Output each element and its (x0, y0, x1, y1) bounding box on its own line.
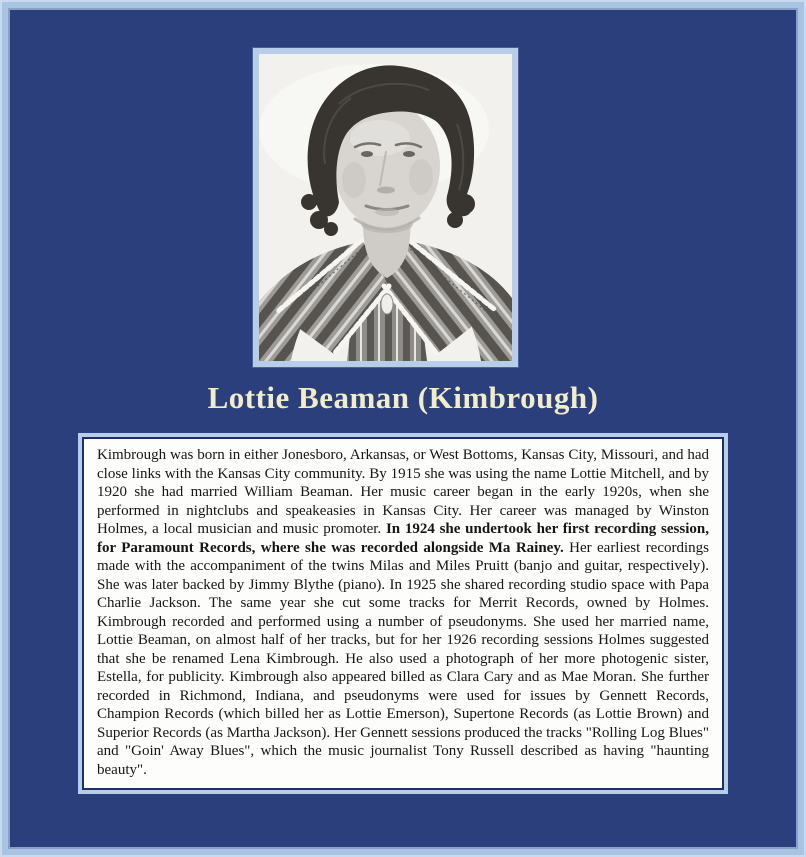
bio-text-bold: In 1924 she undertook her first recording session, for Paramount Records, where she was recorded alongside Ma Rainey. (97, 521, 709, 556)
bio-text-lead: Kimbrough was born in either Jonesboro, Arkansas, or West Bottoms, Kansas City, Missouri, and had close links with the Kansas City community. By 1915 she was using the name Lottie Mitchell, and by 1920 she had married William Beaman. Her music career began in the early 1920s, when she performed in nightclubs and speakeasies in Kansas City. Her career was managed by Winston Holmes, a local musician and music promoter. (97, 447, 709, 537)
portrait-photo (259, 54, 512, 361)
bio-paragraph (97, 446, 709, 779)
portrait-photo-frame (253, 48, 518, 367)
page-title: Lottie Beaman (Kimbrough) (207, 380, 599, 415)
bio-text-rest: Her earliest recordings made with the accompaniment of the twins Milas and Miles Pruitt (banjo and guitar, respectively). She was later backed by Jimmy Blythe (piano). In 1925 she shared recording studio space with Papa Charlie Jackson. The same year she cut some tracks for Merrit Records, owned by Holmes. Kimbrough recorded and performed using a number of pseudonyms. She used her married name, Lottie Beaman, on almost half of her tracks, but for her 1926 recording sessions Holmes suggested that she be renamed Lena Kimbrough. He also used a photograph of her more photogenic sister, Estella, for publicity. Kimbrough also appeared billed as Clara Cary and as Mae Moran. She further recorded in Richmond, Indiana, and pseudonyms were used for issues by Gennett Records, Champion Records (which billed her as Lottie Emerson), Supertone Records (as Lottie Brown) and Superior Records (as Martha Jackson). Her Gennett sessions produced the tracks "Rolling Log Blues" and "Goin' Away Blues", which the music journalist Tony Russell described as having "haunting beauty". (97, 539, 710, 778)
bio-box-inner (82, 437, 724, 790)
bio-box (78, 433, 728, 794)
